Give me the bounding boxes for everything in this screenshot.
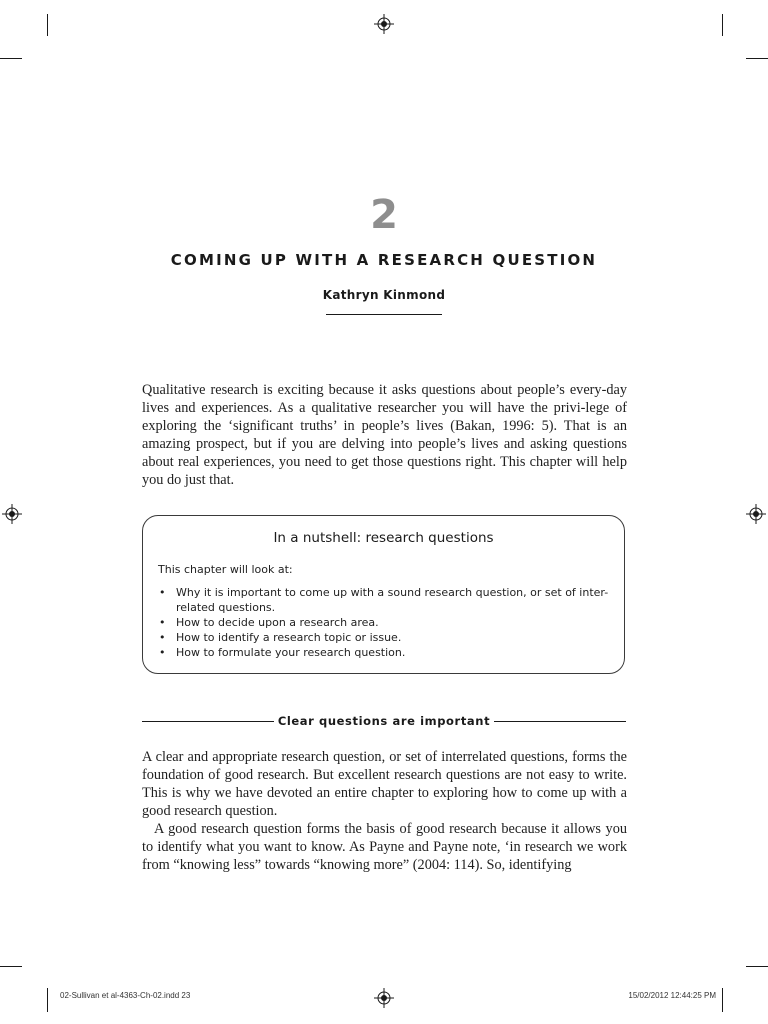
slug-timestamp: 15/02/2012 12:44:25 PM — [628, 991, 716, 1000]
section-rule-left — [142, 721, 274, 722]
nutshell-list — [158, 585, 613, 660]
crop-mark — [722, 14, 723, 36]
bullet-icon: • — [159, 646, 166, 659]
author-underline — [326, 314, 442, 315]
crop-mark — [722, 988, 723, 1012]
body-paragraph-2: A good research question forms the basis of good research because it allows you to identify what you want to know. As Payne and Payne note, ‘in research we work from “knowing less” towards “knowing more” (2004: 114). So, identifying — [142, 821, 627, 873]
body-paragraph-1: A clear and appropriate research question, or set of interrelated questions, forms the foundation of good research. But excellent research questions are not easy to write. This is why we have devoted an entire chapter to exploring how to come up with a good research question. — [142, 749, 627, 819]
crop-mark — [746, 58, 768, 59]
registration-target-icon — [2, 504, 22, 524]
nutshell-intro: This chapter will look at: — [158, 563, 293, 576]
slug-file-info: 02-Sullivan et al-4363-Ch-02.indd 23 — [60, 991, 191, 1000]
section-heading: Clear questions are important — [277, 714, 491, 728]
list-item — [158, 585, 613, 615]
bullet-icon: • — [159, 586, 166, 599]
section-rule-right — [494, 721, 626, 722]
chapter-author: Kathryn Kinmond — [322, 288, 446, 302]
crop-mark — [47, 988, 48, 1012]
bullet-icon: • — [159, 631, 166, 644]
nutshell-box — [142, 515, 625, 674]
list-item-text: How to identify a research topic or issue. — [176, 631, 402, 644]
list-item — [158, 645, 613, 660]
intro-paragraph: Qualitative research is exciting because it asks questions about people’s every-day lives and experiences. As a qualitative researcher you will have the privi-lege of exploring the ‘significant truths’ in people’s lives (Bakan, 1996: 5). That is an amazing prospect, but if you are delving into people’s lives and asking questions about real experiences, you need to get those questions right. This chapter will help you do just that. — [142, 382, 627, 488]
registration-target-icon — [374, 988, 394, 1008]
chapter-number: 2 — [370, 192, 398, 238]
list-item-text: How to formulate your research question. — [176, 646, 406, 659]
bullet-icon: • — [159, 616, 166, 629]
nutshell-title: In a nutshell: research questions — [273, 530, 494, 546]
list-item-text: How to decide upon a research area. — [176, 616, 379, 629]
list-item — [158, 615, 613, 630]
crop-mark — [47, 14, 48, 36]
registration-target-icon — [746, 504, 766, 524]
crop-mark — [0, 966, 22, 967]
chapter-title: COMING UP WITH A RESEARCH QUESTION — [170, 251, 598, 269]
crop-mark — [0, 58, 22, 59]
registration-target-icon — [374, 14, 394, 34]
crop-mark — [746, 966, 768, 967]
list-item-text: Why it is important to come up with a sound research question, or set of inter-related questions. — [176, 586, 609, 614]
list-item — [158, 630, 613, 645]
